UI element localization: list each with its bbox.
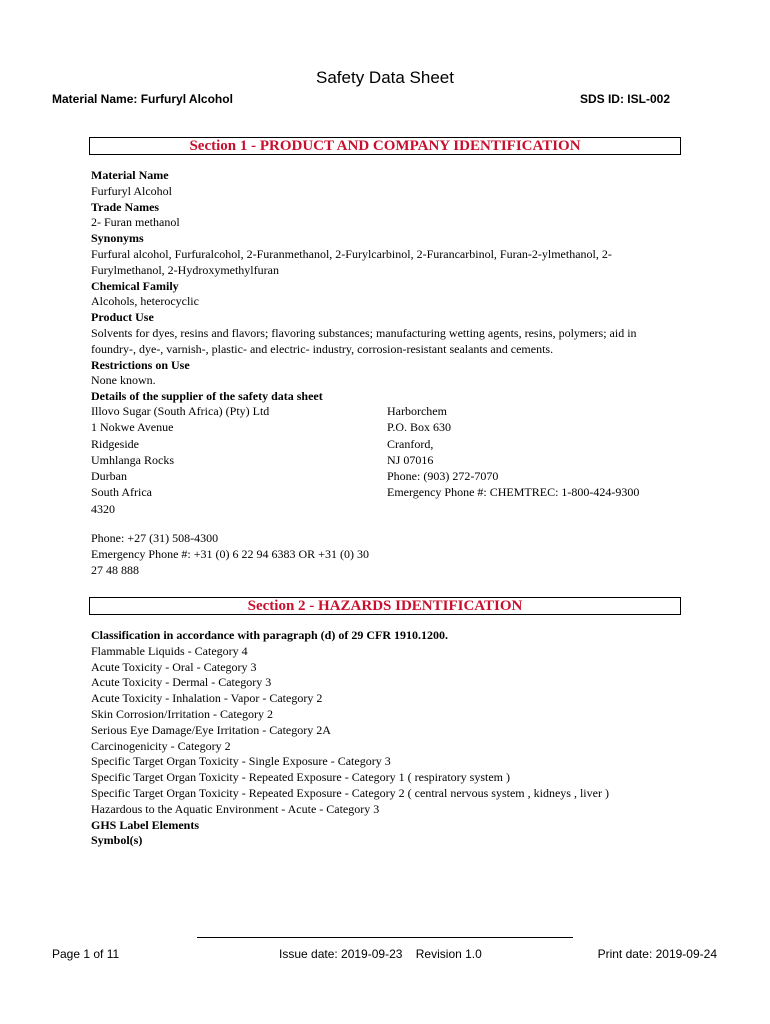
sds-id-header: SDS ID: ISL-002 xyxy=(579,92,670,106)
material-name-header: Material Name: Furfuryl Alcohol xyxy=(52,92,233,106)
chemical-family-value: Alcohols, heterocyclic xyxy=(91,294,199,309)
classification-item: Specific Target Organ Toxicity - Repeated Exposure - Category 1 ( respiratory system ) xyxy=(91,770,510,785)
trade-names-label: Trade Names xyxy=(91,199,160,214)
synonyms-label: Synonyms xyxy=(91,231,144,246)
trade-names-value: 2- Furan methanol xyxy=(91,215,180,230)
revision: Revision 1.0 xyxy=(415,947,482,961)
classification-item: Carcinogenicity - Category 2 xyxy=(91,738,231,753)
issue-date: Issue date: 2019-09-23 xyxy=(279,947,403,961)
material-name-value: Furfuryl Alcohol xyxy=(91,183,172,198)
address-line: South Africa xyxy=(91,485,152,500)
section-2-body xyxy=(91,628,671,849)
restrictions-value: None known. xyxy=(91,373,156,388)
classification-item: Acute Toxicity - Oral - Category 3 xyxy=(91,659,257,674)
page-number: Page 1 of 11 xyxy=(52,947,120,961)
address-line: P.O. Box 630 xyxy=(387,420,452,435)
print-date: Print date: 2019-09-24 xyxy=(597,947,717,961)
ghs-label-elements: GHS Label Elements xyxy=(91,817,200,832)
classification-item: Serious Eye Damage/Eye Irritation - Category 2A xyxy=(91,722,331,737)
address-line: Durban xyxy=(91,469,127,484)
classification-item: Specific Target Organ Toxicity - Repeated Exposure - Category 2 ( central nervous system , kidneys , liver ) xyxy=(91,785,609,800)
synonyms-line: Furylmethanol, 2-Hydroxymethylfuran xyxy=(91,262,279,277)
product-use-label: Product Use xyxy=(91,310,154,325)
classification-item: Acute Toxicity - Inhalation - Vapor - Category 2 xyxy=(91,691,323,706)
section-2-heading: Section 2 - HAZARDS IDENTIFICATION xyxy=(89,597,681,615)
supplier-phones xyxy=(91,531,391,578)
address-line: Ridgeside xyxy=(91,436,139,451)
classification-item: Flammable Liquids - Category 4 xyxy=(91,643,248,658)
section-1-heading: Section 1 - PRODUCT AND COMPANY IDENTIFICATION xyxy=(89,137,681,155)
product-use-line: foundry-, dye-, varnish-, plastic- and electric- industry, corrosion-resistant sealants and cements. xyxy=(91,341,554,356)
phone-number: Phone: +27 (31) 508-4300 xyxy=(91,531,219,545)
emergency-phone-line: Emergency Phone #: +31 (0) 6 22 94 6383 OR +31 (0) 30 xyxy=(91,546,369,561)
restrictions-label: Restrictions on Use xyxy=(91,357,190,372)
address-line: Phone: (903) 272-7070 xyxy=(387,469,499,484)
chemical-family-label: Chemical Family xyxy=(91,278,179,293)
material-name-label: Material Name xyxy=(91,168,169,182)
symbols-label: Symbol(s) xyxy=(91,833,143,848)
classification-item: Hazardous to the Aquatic Environment - Acute - Category 3 xyxy=(91,801,380,816)
address-line: 1 Nokwe Avenue xyxy=(91,420,174,435)
address-line: Umhlanga Rocks xyxy=(91,452,174,467)
issue-revision xyxy=(279,947,482,961)
emergency-phone-line: 27 48 888 xyxy=(91,562,139,577)
address-line: Harborchem xyxy=(387,404,447,418)
product-use-line: Solvents for dyes, resins and flavors; flavoring substances; manufacturing wetting agents, resins, polymers; aid in xyxy=(91,325,637,340)
address-line: NJ 07016 xyxy=(387,452,434,467)
classification-item: Acute Toxicity - Dermal - Category 3 xyxy=(91,675,272,690)
document-title: Safety Data Sheet xyxy=(316,68,454,87)
section-1-body xyxy=(91,168,671,405)
address-line: Cranford, xyxy=(387,436,434,451)
footer-divider xyxy=(197,937,573,938)
supplier-address-left xyxy=(91,403,269,517)
synonyms-line: Furfural alcohol, Furfuralcohol, 2-Furanmethanol, 2-Furylcarbinol, 2-Furancarbinol, Furan-2-ylmethanol, 2- xyxy=(91,246,612,261)
address-line: 4320 xyxy=(91,501,115,516)
address-line: Emergency Phone #: CHEMTREC: 1-800-424-9300 xyxy=(387,485,640,500)
classification-item: Skin Corrosion/Irritation - Category 2 xyxy=(91,706,273,721)
supplier-address-right xyxy=(387,403,639,501)
classification-label: Classification in accordance with paragraph (d) of 29 CFR 1910.1200. xyxy=(91,628,448,642)
address-line: Illovo Sugar (South Africa) (Pty) Ltd xyxy=(91,404,270,418)
classification-item: Specific Target Organ Toxicity - Single Exposure - Category 3 xyxy=(91,754,391,769)
supplier-label: Details of the supplier of the safety data sheet xyxy=(91,389,323,404)
